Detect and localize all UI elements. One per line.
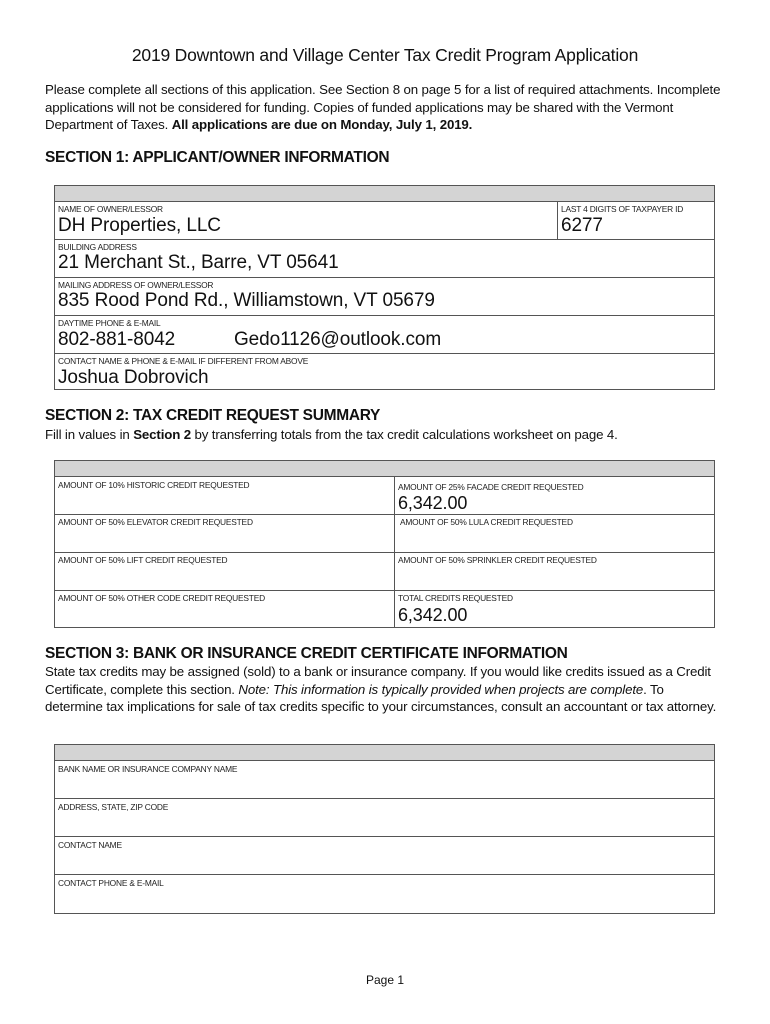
lift-label: AMOUNT OF 50% LIFT CREDIT REQUESTED — [58, 555, 228, 565]
section3-heading: SECTION 3: BANK OR INSURANCE CREDIT CERTIFICATE INFORMATION — [45, 645, 568, 662]
facade-label: AMOUNT OF 25% FACADE CREDIT REQUESTED — [398, 482, 584, 492]
historic-label: AMOUNT OF 10% HISTORIC CREDIT REQUESTED — [58, 480, 250, 490]
mailing-value: 835 Rood Pond Rd., Williamstown, VT 05679 — [58, 290, 435, 311]
historic-field[interactable] — [55, 477, 394, 514]
section1-header-bar — [55, 186, 714, 202]
facade-field[interactable] — [394, 477, 714, 514]
lift-field[interactable] — [55, 553, 394, 590]
phone-label: DAYTIME PHONE & E-MAIL — [58, 318, 161, 328]
building-row[interactable] — [55, 240, 714, 278]
section3-header-bar — [55, 745, 714, 761]
email-value: Gedo1126@outlook.com — [234, 329, 442, 350]
section3-form — [54, 744, 715, 914]
bank-name-label: BANK NAME OR INSURANCE COMPANY NAME — [58, 764, 238, 774]
section1-form — [54, 185, 715, 390]
lula-field[interactable] — [394, 515, 714, 552]
bank-address-label: ADDRESS, STATE, ZIP CODE — [58, 802, 169, 812]
total-credits-value: 6,342.00 — [398, 605, 468, 625]
section2-form — [54, 460, 715, 628]
section3-instructions — [45, 663, 725, 716]
phone-row[interactable] — [55, 316, 714, 354]
phone-value: 802-881-8042 — [58, 329, 176, 350]
bank-contact-row[interactable] — [55, 837, 714, 875]
section3-sub-note: Note: This information is typically provided when projects are complete — [238, 681, 644, 697]
credits-row-2 — [55, 515, 714, 553]
mailing-label: MAILING ADDRESS OF OWNER/LESSOR — [58, 280, 214, 290]
page-title: 2019 Downtown and Village Center Tax Credit Program Application — [131, 45, 639, 65]
taxid-field[interactable] — [557, 202, 714, 239]
credits-row-3 — [55, 553, 714, 591]
intro-text: Please complete all sections of this application. See Section 8 on page 5 for a list of required attachments. Incomplete applications will not be considered for funding. Copies of funded applications may be shared with the Vermont Department of Taxes. — [45, 82, 721, 132]
other-code-field[interactable] — [55, 591, 394, 628]
taxid-value: 6277 — [561, 215, 603, 236]
contact-value: Joshua Dobrovich — [58, 367, 209, 388]
total-credits-field[interactable] — [394, 591, 714, 628]
section2-sub-bold: Section 2 — [133, 427, 191, 442]
section2-sub-pre: Fill in values in — [45, 427, 130, 442]
section2-sub-post: by transferring totals from the tax credit calculations worksheet on page 4. — [194, 427, 618, 442]
credits-row-1 — [55, 477, 714, 515]
intro-paragraph — [45, 81, 735, 134]
sprinkler-label: AMOUNT OF 50% SPRINKLER CREDIT REQUESTED — [398, 555, 597, 565]
section1-heading: SECTION 1: APPLICANT/OWNER INFORMATION — [45, 149, 390, 166]
facade-value: 6,342.00 — [398, 493, 468, 513]
other-code-label: AMOUNT OF 50% OTHER CODE CREDIT REQUESTED — [58, 593, 265, 603]
owner-value: DH Properties, LLC — [58, 215, 221, 236]
intro-deadline: All applications are due on Monday, July 1, 2019. — [171, 117, 473, 132]
credits-row-4 — [55, 591, 714, 628]
lula-label: AMOUNT OF 50% LULA CREDIT REQUESTED — [400, 517, 573, 527]
elevator-label: AMOUNT OF 50% ELEVATOR CREDIT REQUESTED — [58, 517, 253, 527]
section3-sub-pre: State tax credits may be assigned (sold) to a bank or insurance company. If you would like credits issued as a Credit Certificate, complete this section. — [45, 664, 711, 697]
owner-label: NAME OF OWNER/LESSOR — [58, 204, 163, 214]
section2-instructions — [45, 426, 725, 444]
bank-contact-label: CONTACT NAME — [58, 840, 122, 850]
sprinkler-field[interactable] — [394, 553, 714, 590]
owner-field[interactable] — [55, 202, 557, 239]
section3-sub-post: . To determine tax implications for sale of tax credits specific to your circumstances, consult an accountant or tax attorney. — [45, 681, 717, 714]
page-number: Page 1 — [365, 973, 405, 987]
contact-row[interactable] — [55, 354, 714, 390]
bank-address-row[interactable] — [55, 799, 714, 837]
contact-label: CONTACT NAME & PHONE & E-MAIL IF DIFFERENT FROM ABOVE — [58, 356, 309, 366]
building-label: BUILDING ADDRESS — [58, 242, 137, 252]
bank-phone-row[interactable] — [55, 875, 714, 914]
section2-header-bar — [55, 461, 714, 477]
taxid-label: LAST 4 DIGITS OF TAXPAYER ID — [561, 204, 684, 214]
building-value: 21 Merchant St., Barre, VT 05641 — [58, 252, 339, 273]
elevator-field[interactable] — [55, 515, 394, 552]
total-credits-label: TOTAL CREDITS REQUESTED — [398, 593, 513, 603]
bank-name-row[interactable] — [55, 761, 714, 799]
bank-phone-label: CONTACT PHONE & E-MAIL — [58, 878, 164, 888]
owner-row — [55, 202, 714, 240]
mailing-row[interactable] — [55, 278, 714, 316]
section2-heading: SECTION 2: TAX CREDIT REQUEST SUMMARY — [45, 407, 381, 424]
